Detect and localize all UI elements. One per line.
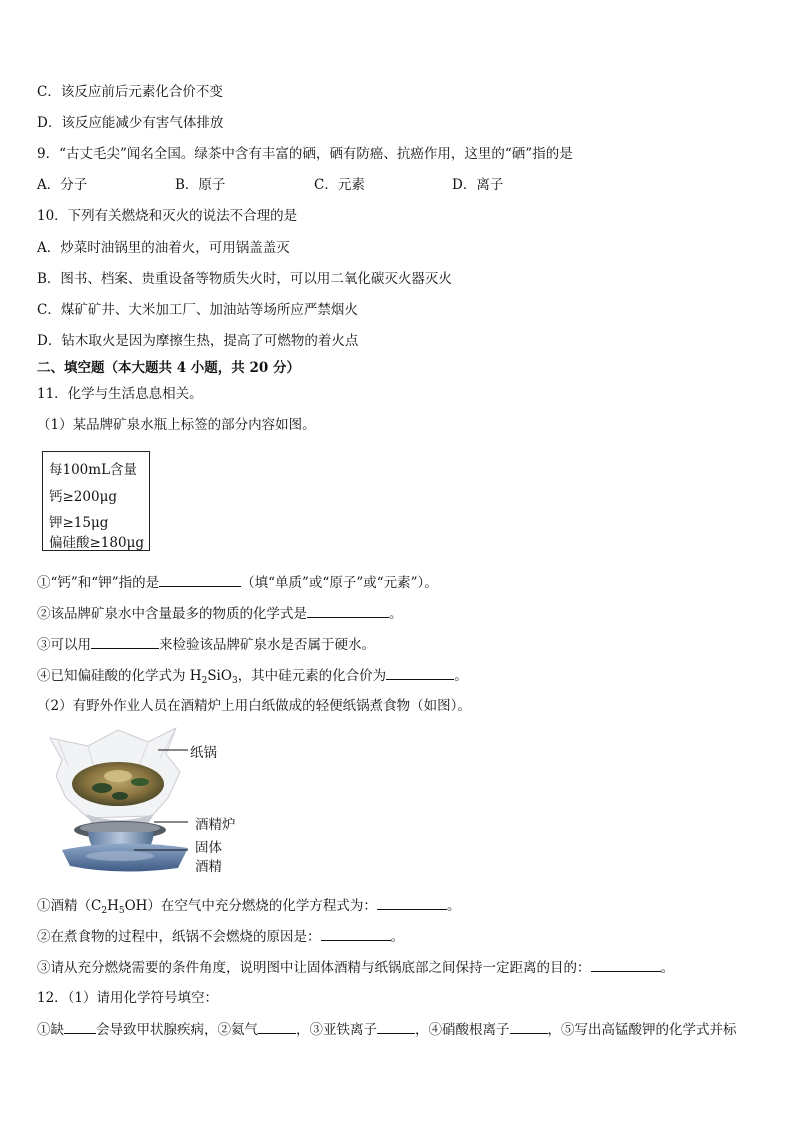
q11-part-1: （1）某品牌矿泉水瓶上标签的部分内容如图。 <box>37 417 316 433</box>
q10-option-c: C．煤矿矿井、大米加工厂、加油站等场所应严禁烟火 <box>37 302 358 318</box>
q8-option-d: D．该反应能减少有害气体排放 <box>37 115 224 131</box>
label-row-header: 每100mL含量 <box>49 462 138 478</box>
subscript: 5 <box>118 906 125 916</box>
question-10: 10．下列有关燃烧和灭火的说法不合理的是 <box>37 208 298 224</box>
label-row-metasilicic-acid: 偏硅酸≥180μg <box>49 535 144 551</box>
answer-blank[interactable] <box>377 1020 415 1034</box>
label-row-potassium: 钾≥15μg <box>49 515 109 531</box>
q9-option-a: A．分子 <box>37 177 88 193</box>
q11-1-a-text: ①“钙”和“钾”指的是 <box>37 575 160 591</box>
subscript: 2 <box>101 906 108 916</box>
q10-option-d: D．钻木取火是因为摩擦生热，提高了可燃物的着火点 <box>37 333 359 349</box>
subscript: 3 <box>231 676 238 686</box>
answer-blank[interactable] <box>307 604 389 618</box>
q10-option-b: B．图书、档案、贵重设备等物质失火时，可以用二氧化碳灭火器灭火 <box>37 271 452 287</box>
answer-blank[interactable] <box>321 927 391 941</box>
q8-option-c: C．该反应前后元素化合价不变 <box>37 84 223 100</box>
answer-blank[interactable] <box>591 958 661 972</box>
q11-1-sub-d <box>37 666 468 685</box>
q12-1-text-e: ，⑤写出高锰酸钾的化学式并标 <box>547 1022 737 1038</box>
answer-blank[interactable] <box>386 666 454 680</box>
q11-1-c-text: ③可以用 <box>37 637 91 653</box>
q12-1-text-b: 会导致甲状腺疾病，②氦气 <box>96 1022 258 1038</box>
q11-1-d-text-mid: ，其中硅元素的化合价为 <box>237 668 387 684</box>
q12-1-text-d: ，④硝酸根离子 <box>415 1022 510 1038</box>
answer-blank[interactable] <box>258 1020 296 1034</box>
section-heading-fill-in: 二、填空题（本大题共 4 小题，共 20 分） <box>37 360 300 376</box>
q11-2-c-text-end: 。 <box>660 960 674 976</box>
answer-blank[interactable] <box>91 635 159 649</box>
q11-2-sub-b <box>37 927 404 946</box>
q11-2-a-text: ①酒精（C <box>37 898 102 914</box>
q10-option-a: A．炒菜时油锅里的油着火，可用锅盖盖灭 <box>37 240 290 256</box>
figure-label-alcohol: 酒精 <box>195 859 222 875</box>
question-11: 11．化学与生活息息相关。 <box>37 386 203 402</box>
answer-blank[interactable] <box>510 1020 548 1034</box>
answer-blank[interactable] <box>377 896 447 910</box>
q9-option-c: C．元素 <box>314 177 365 193</box>
formula-part: H <box>107 898 119 914</box>
q11-2-b-text-end: 。 <box>390 929 404 945</box>
figure-label-paper-pot: 纸锅 <box>190 745 217 761</box>
q11-1-d-text-end: 。 <box>454 668 468 684</box>
q11-1-sub-a <box>37 573 438 592</box>
question-12: 12．（1）请用化学符号填空： <box>37 990 219 1006</box>
mineral-water-label-box <box>42 451 150 551</box>
subscript: 2 <box>201 676 208 686</box>
formula-part: SiO <box>207 668 232 684</box>
q11-1-sub-c <box>37 635 375 654</box>
q11-2-sub-a <box>37 896 460 915</box>
q9-option-b: B．原子 <box>175 177 226 193</box>
q11-1-c-text-end: 来检验该品牌矿泉水是否属于硬水。 <box>159 637 375 653</box>
q12-1-text-c: ，③亚铁离子 <box>296 1022 377 1038</box>
q11-2-c-text: ③请从充分燃烧需要的条件角度，说明图中让固体酒精与纸锅底部之间保持一定距离的目的： <box>37 960 591 976</box>
paper-pot-figure <box>48 726 258 876</box>
q11-1-b-text: ②该品牌矿泉水中含量最多的物质的化学式是 <box>37 606 307 622</box>
answer-blank[interactable] <box>64 1020 96 1034</box>
q11-1-a-text-end: （填“单质”或“原子”或“元素”）。 <box>241 575 438 591</box>
q11-1-d-text: ④已知偏硅酸的化学式为 H <box>37 668 202 684</box>
q11-2-a-text-mid: OH）在空气中充分燃烧的化学方程式为： <box>124 898 377 914</box>
figure-label-solid: 固体 <box>195 840 222 856</box>
label-row-calcium: 钙≥200μg <box>49 489 117 505</box>
q11-2-sub-c <box>37 958 674 977</box>
answer-blank[interactable] <box>159 573 241 587</box>
figure-label-alcohol-stove: 酒精炉 <box>195 817 236 833</box>
q11-1-b-text-end: 。 <box>389 606 403 622</box>
q9-option-d: D．离子 <box>452 177 504 193</box>
q11-2-b-text: ②在煮食物的过程中，纸锅不会燃烧的原因是： <box>37 929 321 945</box>
paper-pot-illustration <box>48 726 258 876</box>
question-9: 9．“古丈毛尖”闻名全国。绿茶中含有丰富的硒，硒有防癌、抗癌作用，这里的“硒”指的是 <box>37 146 573 162</box>
q12-part-1-line <box>37 1020 737 1039</box>
q11-1-sub-b <box>37 604 403 623</box>
q12-1-text-a: ①缺 <box>37 1022 64 1038</box>
q11-2-a-text-end: 。 <box>446 898 461 914</box>
q11-part-2: （2）有野外作业人员在酒精炉上用白纸做成的轻便纸锅煮食物（如图）。 <box>37 698 471 714</box>
